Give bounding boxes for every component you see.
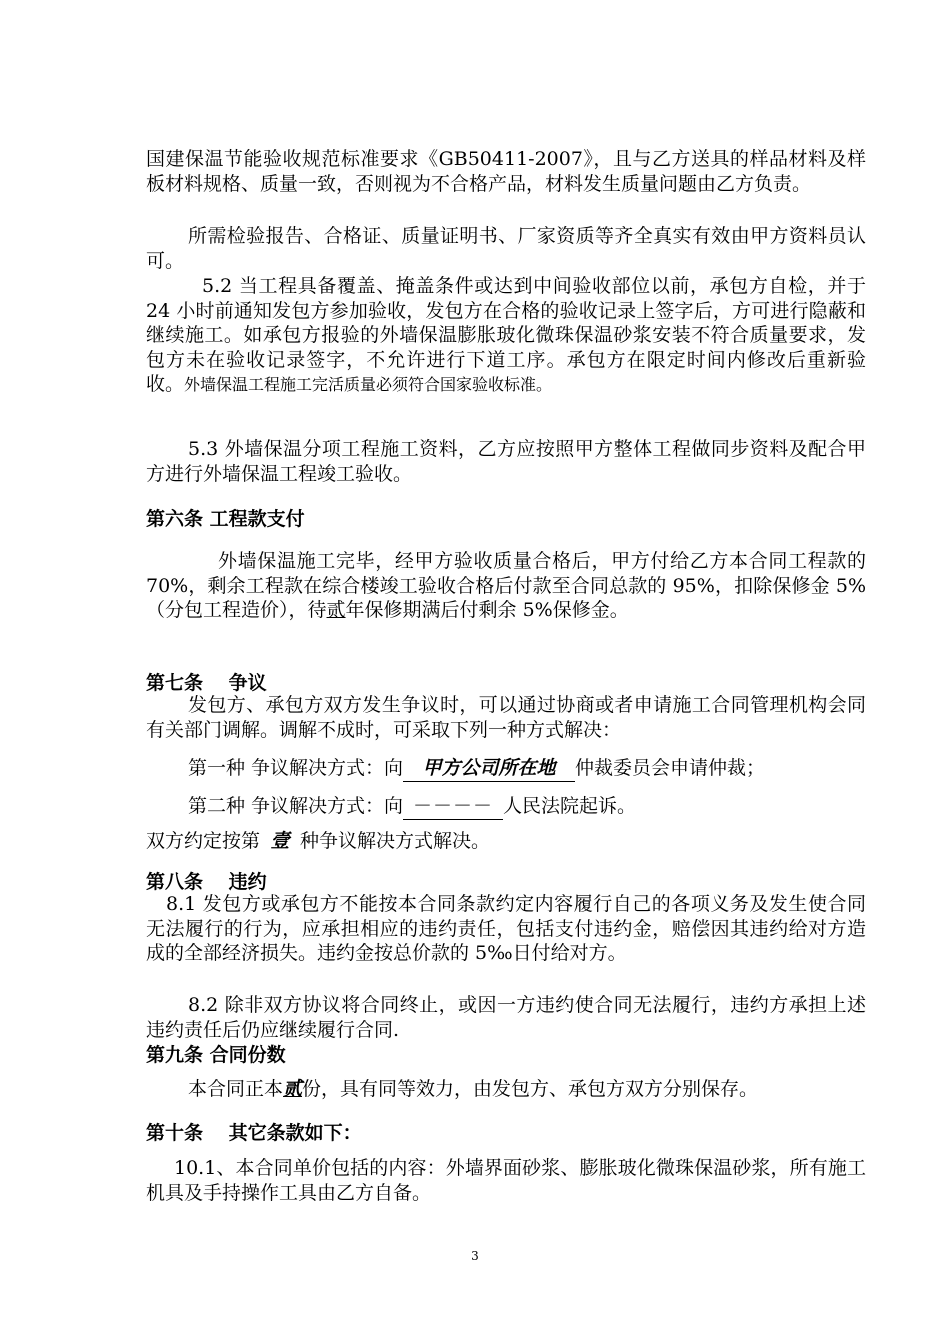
paragraph-inspection-docs: 所需检验报告、合格证、质量证明书、厂家资质等齐全真实有效由甲方资料员认可。: [146, 225, 866, 272]
heading-article-8: 第八条 违约: [146, 871, 267, 893]
warranty-years: 贰: [326, 599, 346, 621]
payment-text-b: 年保修期满后付剩余 5%保修金。: [345, 599, 629, 621]
choice-prefix: 双方约定按第: [146, 830, 261, 852]
paragraph-dispute: 发包方、承包方双方发生争议时，可以通过协商或者申请施工合同管理机构会同有关部门调解。调解不成时，可采取下列一种方式解决：: [146, 694, 866, 741]
page-number: 3: [471, 1249, 479, 1263]
option-2-suffix: 人民法院起诉。: [503, 795, 637, 817]
paragraph-8-2: 8.2 除非双方协议将合同终止，或因一方违约使合同无法履行，违约方承担上述违约责任后仍应继续履行合同.: [146, 994, 866, 1041]
heading-article-10: 第十条 其它条款如下：: [146, 1122, 362, 1144]
payment-text-a: 外墙保温施工完毕，经甲方验收质量合格后，甲方付给乙方本合同工程款的 70%，剩余工程款在综合楼竣工验收合格后付款至合同总款的 95%，扣除保修金 5%（分包工程造价），待: [146, 550, 866, 621]
dispute-option-2: [188, 794, 868, 820]
copies-suffix: 份，具有同等效力，由发包方、承包方双方分别保存。: [302, 1078, 759, 1100]
choice-suffix: 种争议解决方式解决。: [300, 830, 491, 852]
dispute-choice: [146, 829, 866, 854]
paragraph-payment: [146, 549, 866, 623]
option-1-suffix: 仲裁委员会申请仲裁；: [575, 757, 766, 779]
option-1-fill: 甲方公司所在地: [403, 756, 575, 782]
copies-prefix: 本合同正本: [188, 1078, 284, 1100]
dispute-option-1: [188, 756, 868, 782]
paragraph-5-2: [146, 274, 866, 398]
heading-article-7: 第七条 争议: [146, 672, 267, 694]
heading-article-6: 第六条 工程款支付: [146, 508, 305, 530]
choice-fill: 壹: [270, 830, 290, 852]
paragraph-copies: [188, 1077, 868, 1102]
paragraph-8-1: 8.1 发包方或承包方不能按本合同条款约定内容履行自己的各项义务及发生使合同无法履行的行为，应承担相应的违约责任，包括支付违约金，赔偿因其违约给对方造成的全部经济损失。违约金按总价款的 5‰日付给对方。: [146, 893, 866, 964]
heading-article-9: 第九条 合同份数: [146, 1044, 286, 1066]
copies-count: 贰: [283, 1078, 303, 1100]
option-2-label: 第二种 争议解决方式：向: [188, 795, 404, 817]
paragraph-5-2-text: 5.2 当工程具备覆盖、掩盖条件或达到中间验收部位以前，承包方自检，并于 24 小时前通知发包方参加验收，发包方在合格的验收记录上签字后，方可进行隐蔽和继续施工。如承包方报验的外墙保温膨胀玻化微珠保温砂浆安装不符合质量要求，发包方未在验收记录签字，不允许进行下道工序。承包方在限定时间内修改后重新验收。: [146, 275, 866, 395]
paragraph-10-1: 10.1、本合同单价包括的内容：外墙界面砂浆、膨胀玻化微珠保温砂浆，所有施工机具及手持操作工具由乙方自备。: [146, 1157, 866, 1204]
option-1-label: 第一种 争议解决方式：向: [188, 757, 404, 779]
paragraph-5-2-note: 外墙保温工程施工完活质量必须符合国家验收标准。: [184, 375, 553, 394]
paragraph-material-standard: 国建保温节能验收规范标准要求《GB50411-2007》，且与乙方送具的样品材料及样板材料规格、质量一致，否则视为不合格产品，材料发生质量问题由乙方负责。: [146, 148, 866, 195]
option-2-fill: －－－－: [403, 794, 503, 820]
paragraph-5-3: 5.3 外墙保温分项工程施工资料，乙方应按照甲方整体工程做同步资料及配合甲方进行外墙保温工程竣工验收。: [146, 438, 866, 485]
